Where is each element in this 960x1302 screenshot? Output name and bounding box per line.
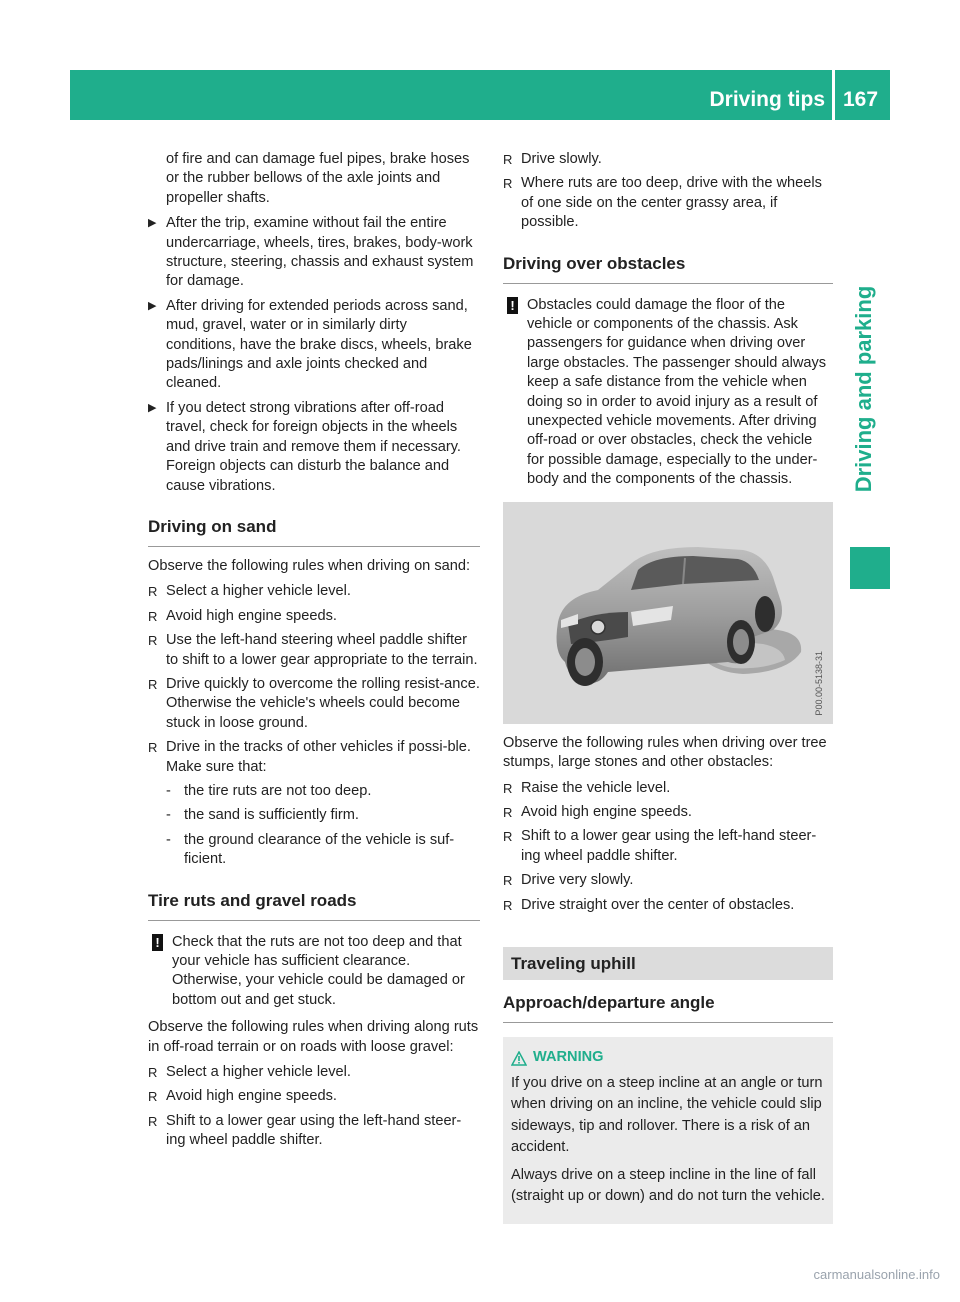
heading-approach-departure-angle: Approach/departure angle [503, 992, 833, 1023]
list-item [148, 1112, 480, 1151]
bullet-r-icon: R [503, 873, 513, 889]
bullet-text: Drive quickly to overcome the rolling resist-ance. Otherwise the vehicle's wheels could become stuck in loose ground. [166, 675, 480, 731]
bullet-r-icon: R [503, 829, 513, 845]
bullet-text: Drive straight over the center of obstacles. [521, 896, 795, 913]
exclamation-icon: ! [152, 934, 163, 951]
bullet-r-icon: R [148, 1065, 158, 1081]
side-tab-label: Driving and parking [851, 285, 876, 493]
right-column [503, 150, 833, 1224]
bullet-r-icon: R [503, 780, 513, 796]
bullet-r-icon: R [148, 676, 158, 692]
obstacles-intro: Observe the following rules when driving over tree stumps, large stones and other obstacles: [503, 734, 827, 771]
bullet-r-icon: R [503, 176, 513, 192]
warning-text: If you drive on a steep incline at an angle or turn when driving on an incline, the vehicle could slip sideways, tip and rollover. There is a risk of an accident. [511, 1074, 823, 1156]
bullet-r-icon: R [148, 584, 158, 600]
sub-item-text: the tire ruts are not too deep. [184, 782, 372, 799]
suv-over-obstacle-image [503, 502, 833, 724]
bullet-text: Avoid high engine speeds. [166, 607, 337, 624]
sub-list-item [148, 782, 480, 801]
heading-driving-over-obstacles: Driving over obstacles [503, 253, 833, 284]
triangle-right-icon: ▶ [148, 299, 157, 312]
sand-intro: Observe the following rules when driving on sand: [148, 557, 471, 574]
section-heading-traveling-uphill: Traveling uphill [503, 947, 833, 980]
bullet-text: Select a higher vehicle level. [166, 1064, 351, 1081]
bullet-text: Avoid high engine speeds. [521, 803, 692, 820]
notice-block [148, 933, 480, 1011]
warning-box [503, 1037, 833, 1224]
chapter-title: Driving tips [709, 88, 825, 111]
bullet-text: Drive very slowly. [521, 872, 634, 889]
left-column [148, 150, 480, 1156]
step-text: If you detect strong vibrations after off-road travel, check for foreign objects in the wheels and drive train and remove them if necessary. Foreign objects can disturb the balance and cause vibrations. [166, 399, 461, 494]
side-tab-marker [850, 547, 890, 589]
triangle-right-icon: ▶ [148, 217, 157, 230]
bullet-r-icon: R [148, 1113, 158, 1129]
list-item [503, 827, 833, 866]
list-item [148, 1063, 480, 1082]
bullet-text: Shift to a lower gear using the left-hand steer-ing wheel paddle shifter. [521, 828, 817, 864]
step-item [148, 399, 480, 496]
exclamation-icon: ! [507, 297, 518, 314]
list-item [503, 871, 833, 890]
sub-item-text: the ground clearance of the vehicle is suf-ficient. [184, 831, 455, 868]
bullet-r-icon: R [503, 152, 513, 167]
step-text: After the trip, examine without fail the entire undercarriage, wheels, tires, brakes, body-work structure, steering, chassis and exhaust system for damage. [166, 215, 474, 290]
warning-label: WARNING [533, 1049, 604, 1066]
figure-code: P00.00-5138-31 [813, 651, 824, 716]
list-item [148, 631, 480, 670]
ruts-intro: Observe the following rules when driving along ruts in off-road terrain or on roads with loose gravel: [148, 1019, 479, 1055]
step-item [148, 214, 480, 292]
list-item [148, 675, 480, 733]
bullet-text: Avoid high engine speeds. [166, 1088, 337, 1105]
intro-text: of fire and can damage fuel pipes, brake hoses or the rubber bellows of the axle joints and propeller shafts. [166, 151, 470, 206]
notice-block [503, 296, 833, 490]
dash-icon: - [166, 782, 171, 799]
notice-text: Check that the ruts are not too deep and that your vehicle has sufficient clearance. Otherwise, your vehicle could be damaged or bottom out and get stuck. [172, 933, 465, 1008]
dash-icon: - [166, 807, 171, 824]
bullet-text: Use the left-hand steering wheel paddle shifter to shift to a lower gear appropriate to the terrain. [166, 632, 478, 668]
sub-list-item [148, 806, 480, 825]
triangle-right-icon: ▶ [148, 401, 157, 414]
dash-icon: - [166, 831, 171, 848]
sub-item-text: the sand is sufficiently firm. [184, 807, 359, 824]
warning-header [511, 1047, 825, 1069]
list-item [148, 738, 480, 777]
bullet-r-icon: R [148, 608, 158, 624]
page-number: 167 [843, 88, 879, 111]
list-item [503, 150, 833, 169]
list-item [503, 779, 833, 798]
list-item [503, 803, 833, 822]
step-text: After driving for extended periods across sand, mud, gravel, water or in similarly dirty conditions, have the brake discs, wheels, brake pads/linings and axle joints checked and cleaned. [166, 297, 472, 392]
warning-triangle-icon [511, 1051, 527, 1066]
heading-driving-on-sand: Driving on sand [148, 516, 480, 547]
bullet-text: Drive in the tracks of other vehicles if possi-ble. Make sure that: [166, 739, 471, 775]
heading-tire-ruts: Tire ruts and gravel roads [148, 890, 480, 921]
list-item [503, 896, 833, 915]
bullet-text: Drive slowly. [521, 151, 602, 167]
list-item [503, 174, 833, 232]
warning-text: Always drive on a steep incline in the line of fall (straight up or down) and do not turn the vehicle. [511, 1166, 825, 1205]
list-item [148, 1087, 480, 1106]
bullet-r-icon: R [503, 897, 513, 913]
notice-text: Obstacles could damage the floor of the vehicle or components of the chassis. Ask passengers for guidance when driving over large obstacles. The passenger should always keep a safe distance from the vehicle when doing so in order to avoid injury as a result of unexpected vehicle movements. After driving off-road or over obstacles, check the vehicle for possible damage, especially to the under-body and the components of the chassis. [527, 296, 827, 488]
bullet-text: Select a higher vehicle level. [166, 583, 351, 600]
header-separator [832, 70, 835, 120]
bullet-text: Raise the vehicle level. [521, 779, 671, 796]
list-item [148, 582, 480, 601]
list-item [148, 607, 480, 626]
bullet-r-icon: R [148, 633, 158, 649]
watermark: carmanualsonline.info [813, 1267, 940, 1282]
bullet-r-icon: R [503, 804, 513, 820]
step-item [148, 297, 480, 394]
bullet-text: Shift to a lower gear using the left-hand steer-ing wheel paddle shifter. [166, 1112, 462, 1149]
car-illustration [503, 502, 833, 724]
bullet-r-icon: R [148, 740, 158, 756]
bullet-r-icon: R [148, 1089, 158, 1105]
bullet-text: Where ruts are too deep, drive with the wheels of one side on the center grassy area, if possible. [521, 175, 822, 231]
side-tab [851, 254, 877, 524]
sub-list-item [148, 831, 480, 870]
